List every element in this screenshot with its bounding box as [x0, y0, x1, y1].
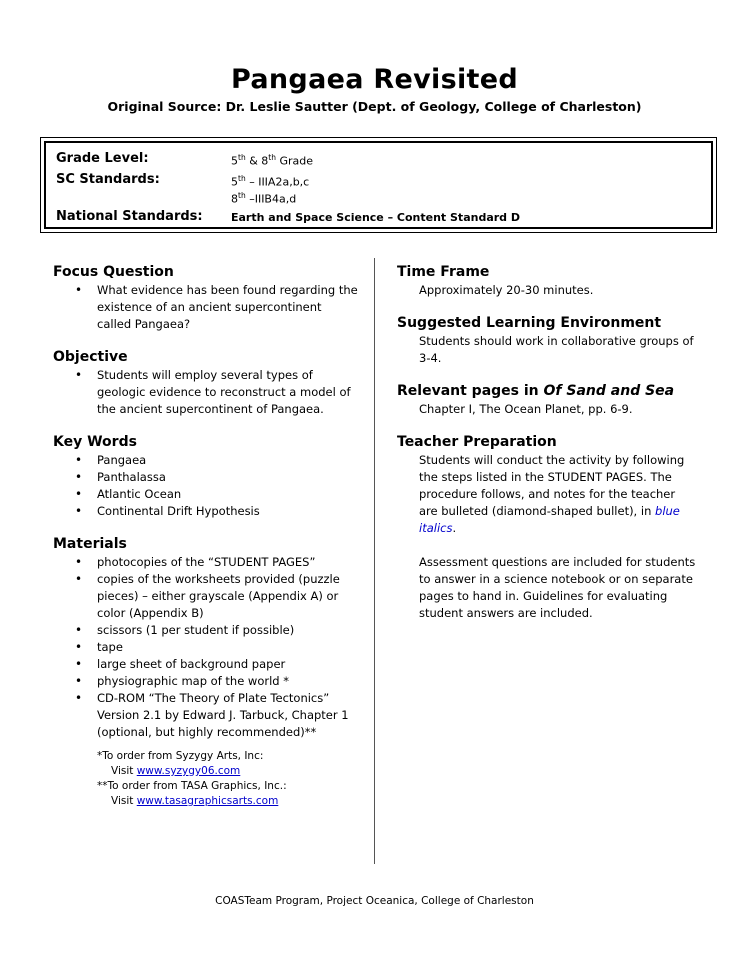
- prep-heading: Teacher Preparation: [397, 434, 557, 450]
- book-title: Of Sand and Sea: [543, 383, 675, 399]
- sc-standard-1: [231, 174, 309, 189]
- list-item: • CD-ROM “The Theory of Plate Tectonics” Version 2.1 by Edward J. Tarbuck, Chapter 1 (optional, but highly recommended)**: [97, 690, 358, 741]
- focus-list: [53, 282, 358, 333]
- blue-italics-text: blue italics: [419, 504, 680, 535]
- national-standards-label: National Standards:: [56, 209, 203, 224]
- objective-list: [53, 367, 358, 418]
- list-item: • Atlantic Ocean: [97, 486, 358, 503]
- grade-a: 5: [231, 154, 238, 168]
- page-subtitle: Original Source: Dr. Leslie Sautter (Dept. of Geology, College of Charleston): [107, 99, 642, 114]
- pages-text: Chapter I, The Ocean Planet, pp. 6-9.: [419, 402, 633, 416]
- sc1-rest: – IIIA2a,b,c: [245, 175, 310, 189]
- materials-list: [53, 554, 358, 741]
- column-divider: [374, 258, 375, 864]
- grade-end: Grade: [275, 154, 314, 168]
- grade-mid: & 8: [245, 154, 269, 168]
- national-standards-value: Earth and Space Science – Content Standard D: [231, 211, 521, 224]
- materials-section: [53, 534, 358, 809]
- visit-text: Visit: [111, 765, 137, 777]
- right-column: [397, 262, 697, 636]
- sc1-a: 5: [231, 175, 238, 189]
- materials-heading: Materials: [53, 536, 127, 552]
- grade-a-sup: th: [238, 153, 246, 162]
- sc2-a: 8: [231, 192, 238, 206]
- prep-text-1-end: .: [452, 521, 457, 535]
- objective-section: [53, 347, 358, 418]
- prep-section: [397, 432, 697, 622]
- sc1-sup: th: [238, 174, 246, 183]
- page-footer: COASTeam Program, Project Oceanica, College of Charleston: [215, 895, 534, 907]
- left-column: [53, 262, 358, 823]
- environment-heading: Suggested Learning Environment: [397, 315, 662, 331]
- prep-text-1: [397, 452, 697, 537]
- page-title: Pangaea Revisited: [231, 64, 518, 95]
- environment-section: [397, 313, 697, 367]
- sc2-rest: –IIIB4a,d: [245, 192, 297, 206]
- time-text: Approximately 20-30 minutes.: [419, 283, 594, 297]
- sc2-sup: th: [238, 191, 246, 200]
- keywords-list: [53, 452, 358, 520]
- list-item: • photocopies of the “STUDENT PAGES”: [97, 554, 358, 571]
- tasa-link[interactable]: www.tasagraphicsarts.com: [136, 795, 279, 807]
- standards-box: [40, 137, 717, 233]
- environment-text: Students should work in collaborative groups of 3-4.: [419, 334, 694, 365]
- list-item: • tape: [97, 639, 358, 656]
- grade-level-label: Grade Level:: [56, 151, 149, 166]
- list-item: • large sheet of background paper: [97, 656, 358, 673]
- list-item: • copies of the worksheets provided (puzzle pieces) – either grayscale (Appendix A) or color (Appendix B): [97, 571, 358, 622]
- list-item: • scissors (1 per student if possible): [97, 622, 358, 639]
- prep-text-1-body: Students will conduct the activity by following the steps listed in the STUDENT PAGES. The procedure follows, and notes for the teacher are bulleted (diamond-shaped bullet), in: [419, 453, 685, 518]
- time-heading: Time Frame: [397, 264, 490, 280]
- order-notes: [53, 749, 358, 809]
- visit-text: Visit: [111, 795, 137, 807]
- prep-text-2: Assessment questions are included for students to answer in a science notebook or on separate pages to hand in. Guidelines for evaluating student answers are included.: [419, 555, 696, 620]
- pages-section: [397, 381, 697, 418]
- order-note-2-visit: [97, 794, 358, 809]
- pages-heading: [397, 381, 697, 401]
- order-note-2: **To order from TASA Graphics, Inc.:: [97, 780, 287, 792]
- objective-heading: Objective: [53, 349, 128, 365]
- grade-level-value: [231, 153, 313, 168]
- syzygy-link[interactable]: www.syzygy06.com: [136, 765, 241, 777]
- keywords-section: [53, 432, 358, 520]
- list-item: • Pangaea: [97, 452, 358, 469]
- list-item: • Students will employ several types of geologic evidence to reconstruct a model of the ancient supercontinent of Pangaea.: [97, 367, 358, 418]
- focus-heading: Focus Question: [53, 264, 174, 280]
- order-note-1: *To order from Syzygy Arts, Inc:: [97, 750, 264, 762]
- grade-b-sup: th: [268, 153, 276, 162]
- order-note-1-visit: [97, 764, 358, 779]
- list-item: • Panthalassa: [97, 469, 358, 486]
- keywords-heading: Key Words: [53, 434, 137, 450]
- sc-standards-label: SC Standards:: [56, 172, 160, 187]
- list-item: • physiographic map of the world *: [97, 673, 358, 690]
- standards-box-inner: [44, 141, 713, 229]
- focus-section: [53, 262, 358, 333]
- pages-heading-text: Relevant pages in: [397, 383, 544, 399]
- list-item: • Continental Drift Hypothesis: [97, 503, 358, 520]
- sc-standard-2: [231, 191, 296, 206]
- time-section: [397, 262, 697, 299]
- list-item: • What evidence has been found regarding the existence of an ancient supercontinent called Pangaea?: [97, 282, 358, 333]
